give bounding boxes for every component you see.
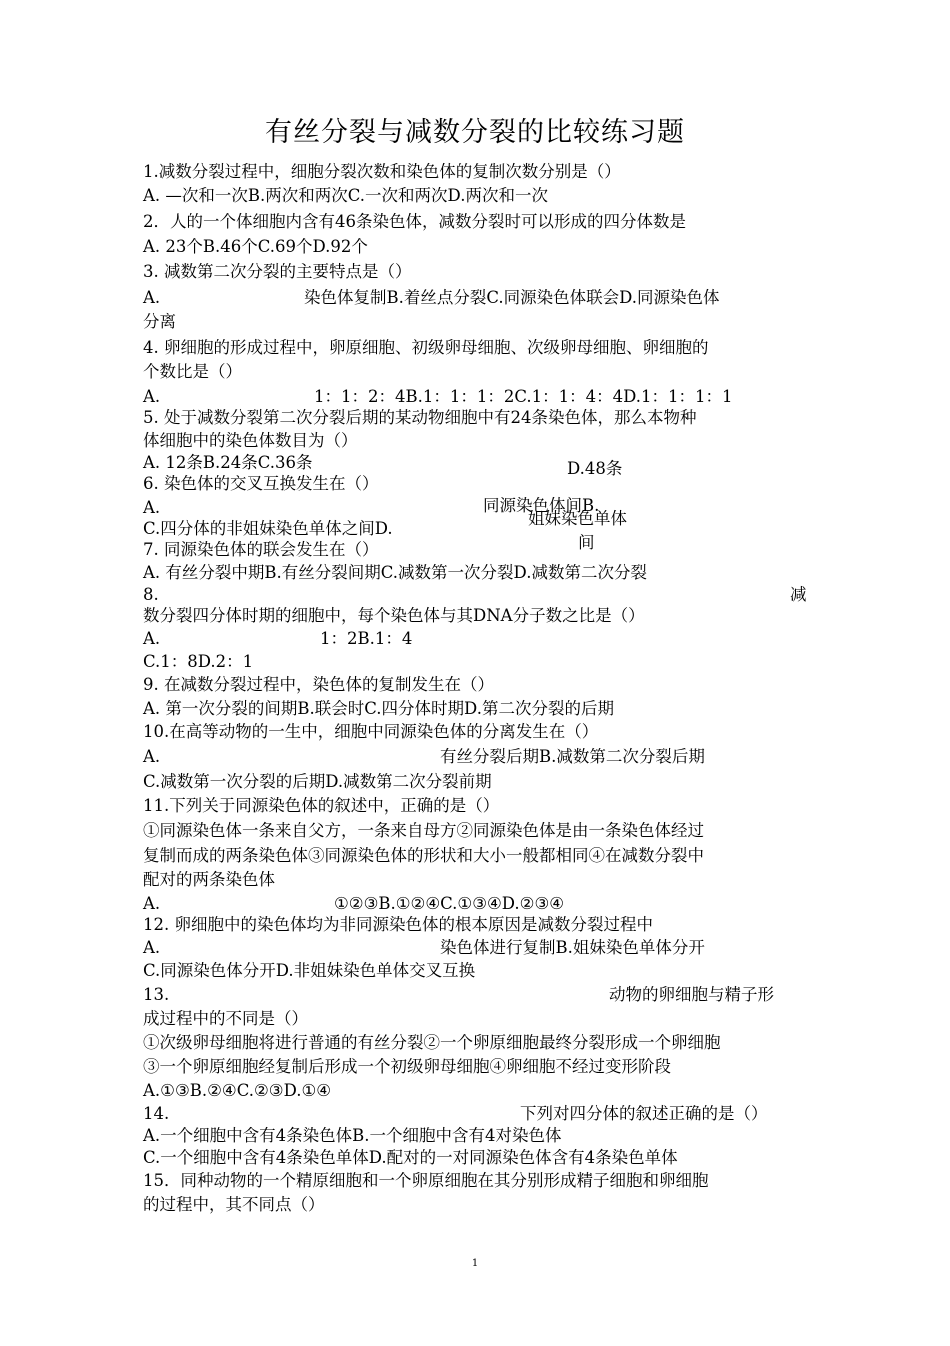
question-12-options-cont: C.同源染色体分开D.非姐妹染色单体交叉互换 bbox=[143, 961, 476, 980]
question-13-options: A.①③B.②④C.②③D.①④ bbox=[143, 1081, 332, 1100]
question-11-options: ①②③B.①②④C.①③④D.②③④ bbox=[334, 894, 565, 913]
question-12-options: 染色体进行复制B.姐妹染色单体分开 bbox=[440, 938, 705, 957]
question-2-options: A. 23个B.46个C.69个D.92个 bbox=[143, 237, 368, 256]
question-14-options-cont: C.一个细胞中含有4条染色单体D.配对的一对同源染色体含有4条染色单体 bbox=[143, 1148, 678, 1167]
question-4-cont: 个数比是（） bbox=[143, 362, 242, 381]
question-7: 7. 同源染色体的联会发生在（） bbox=[143, 540, 379, 559]
question-13: 成过程中的不同是（） bbox=[143, 1009, 308, 1028]
question-13-start: 动物的卵细胞与精子形 bbox=[609, 985, 774, 1004]
question-3: 3. 减数第二次分裂的主要特点是（） bbox=[143, 262, 412, 281]
page-title: 有丝分裂与减数分裂的比较练习题 bbox=[265, 117, 685, 148]
question-11-statement-3: 配对的两条染色体 bbox=[143, 870, 275, 889]
question-3-option-label: A. bbox=[143, 288, 161, 307]
question-12-option-label: A. bbox=[143, 938, 161, 957]
question-15-cont: 的过程中，其不同点（） bbox=[143, 1195, 325, 1214]
question-5-cont: 体细胞中的染色体数目为（） bbox=[143, 431, 358, 450]
question-10-option-label: A. bbox=[143, 747, 161, 766]
question-7-options: A. 有丝分裂中期B.有丝分裂间期C.减数第一次分裂D.减数第二次分裂 bbox=[143, 563, 647, 582]
question-6-option-b: 姐妹染色单体 bbox=[528, 509, 627, 528]
question-1-options: A. —次和一次B.两次和两次C.一次和两次D.两次和一次 bbox=[143, 186, 548, 205]
question-4: 4. 卵细胞的形成过程中，卵原细胞、初级卵母细胞、次级卵母细胞、卵细胞的 bbox=[143, 338, 709, 357]
question-13-statement-1: ①次级卵母细胞将进行普通的有丝分裂②一个卵原细胞最终分裂形成一个卵细胞 bbox=[143, 1033, 721, 1052]
question-5-options: A. 12条B.24条C.36条 bbox=[143, 453, 313, 472]
question-4-option-label: A. bbox=[143, 387, 161, 406]
question-8-label: 8. bbox=[143, 585, 159, 604]
question-14-label: 14. bbox=[143, 1104, 170, 1123]
question-10: 10.在高等动物的一生中，细胞中同源染色体的分离发生在（） bbox=[143, 722, 599, 741]
question-6-option-b-cont: 间 bbox=[578, 533, 595, 552]
question-6-option-c: C.四分体的非姐妹染色单体之间D. bbox=[143, 519, 393, 538]
question-14: 下列对四分体的叙述正确的是（） bbox=[520, 1104, 768, 1123]
question-6-option-label: A. bbox=[143, 498, 161, 517]
question-9: 9. 在减数分裂过程中，染色体的复制发生在（） bbox=[143, 675, 494, 694]
question-3-options: 染色体复制B.着丝点分裂C.同源染色体联会D.同源染色体 bbox=[304, 288, 720, 307]
question-15: 15．同种动物的一个精原细胞和一个卵原细胞在其分别形成精子细胞和卵细胞 bbox=[143, 1171, 709, 1190]
page-number: 1 bbox=[471, 1258, 479, 1269]
question-8: 数分裂四分体时期的细胞中，每个染色体与其DNA分子数之比是（） bbox=[143, 606, 645, 625]
question-13-statement-2: ③一个卵原细胞经复制后形成一个初级卵母细胞④卵细胞不经过变形阶段 bbox=[143, 1057, 671, 1076]
question-12: 12. 卵细胞中的染色体均为非同源染色体的根本原因是减数分裂过程中 bbox=[143, 915, 653, 934]
question-4-options: 1：1：2：4B.1：1：1：2C.1：1：4：4D.1：1：1：1 bbox=[314, 387, 733, 406]
question-5: 5. 处于减数分裂第二次分裂后期的某动物细胞中有24条染色体，那么本物种 bbox=[143, 408, 697, 427]
question-11-statement-2: 复制而成的两条染色体③同源染色体的形状和大小一般都相同④在减数分裂中 bbox=[143, 846, 704, 865]
question-8-start: 减 bbox=[790, 585, 807, 604]
question-5-option-d: D.48条 bbox=[567, 459, 623, 478]
question-11-statement-1: ①同源染色体一条来自父方，一条来自母方②同源染色体是由一条染色体经过 bbox=[143, 821, 704, 840]
question-6-option-a: 同源染色体间B. bbox=[483, 496, 600, 515]
question-6: 6. 染色体的交叉互换发生在（） bbox=[143, 474, 379, 493]
question-1: 1.减数分裂过程中，细胞分裂次数和染色体的复制次数分别是（） bbox=[143, 162, 621, 181]
question-8-options-cont: C.1：8D.2：1 bbox=[143, 652, 254, 671]
question-11-option-label: A. bbox=[143, 894, 161, 913]
question-10-options-cont: C.减数第一次分裂的后期D.减数第二次分裂前期 bbox=[143, 772, 492, 791]
question-10-options: 有丝分裂后期B.减数第二次分裂后期 bbox=[440, 747, 705, 766]
question-2: 2．人的一个体细胞内含有46条染色体，减数分裂时可以形成的四分体数是 bbox=[143, 212, 686, 231]
question-13-label: 13. bbox=[143, 985, 170, 1004]
question-8-options: 1：2B.1：4 bbox=[320, 629, 413, 648]
question-8-option-label: A. bbox=[143, 629, 161, 648]
question-14-options: A.一个细胞中含有4条染色体B.一个细胞中含有4对染色体 bbox=[143, 1126, 562, 1145]
question-3-options-cont: 分离 bbox=[143, 312, 176, 331]
question-11: 11.下列关于同源染色体的叙述中，正确的是（） bbox=[143, 796, 500, 815]
question-9-options: A. 第一次分裂的间期B.联会时C.四分体时期D.第二次分裂的后期 bbox=[143, 699, 614, 718]
